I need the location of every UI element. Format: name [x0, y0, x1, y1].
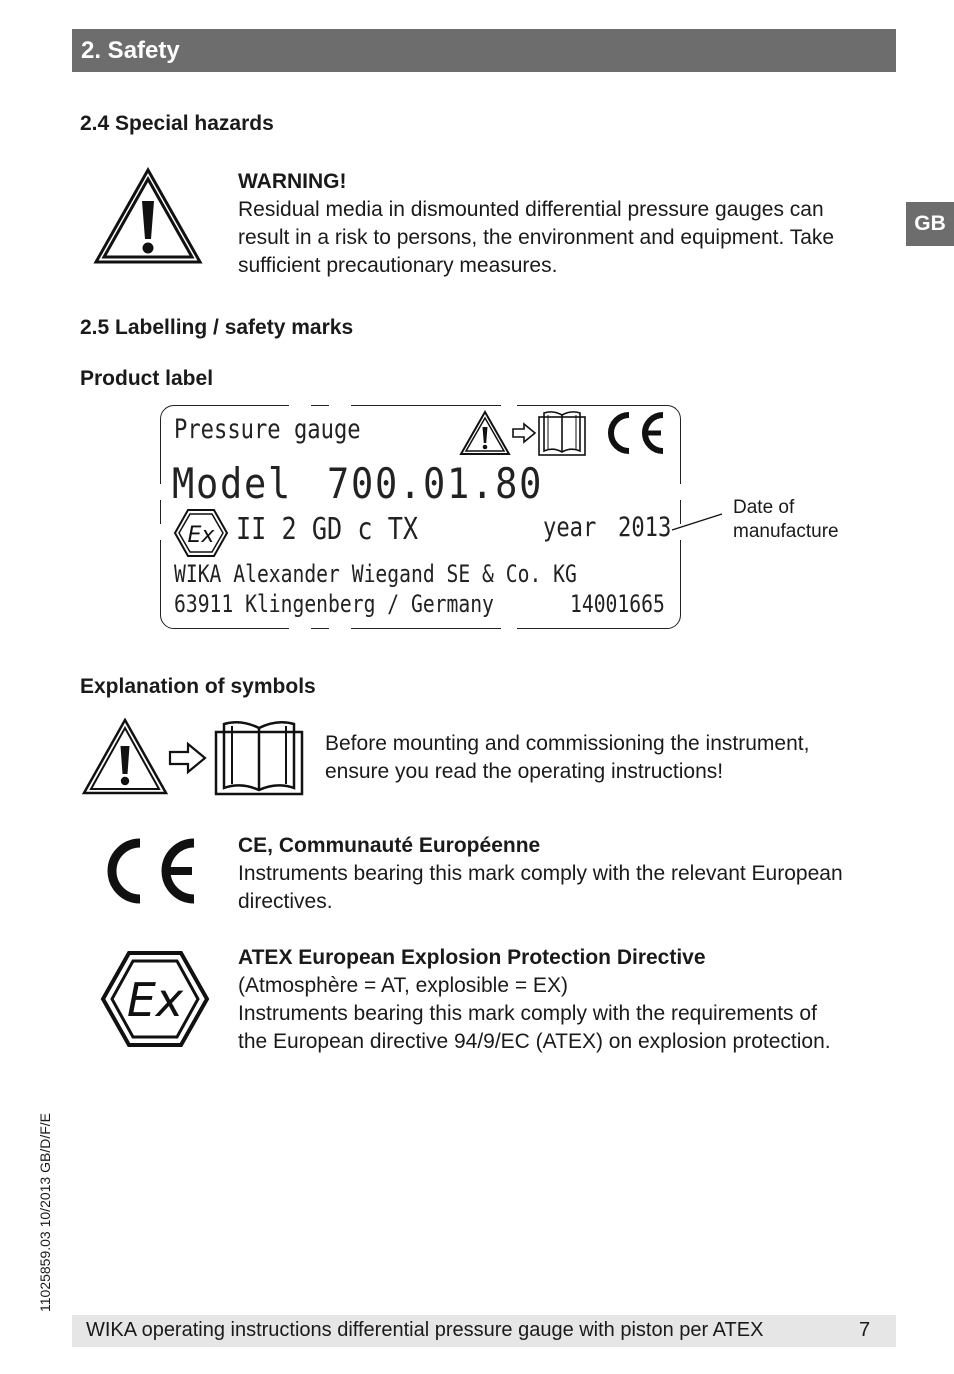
heading-product-label: Product label [80, 367, 214, 390]
atex-title: ATEX European Explosion Protection Directive [238, 946, 706, 969]
ce-title: CE, Communauté Européenne [238, 834, 541, 857]
heading-special-hazards: 2.4 Special hazards [80, 112, 274, 135]
symbol-ce-mark-icon [98, 835, 202, 907]
warning-line: result in a risk to persons, the environment and equipment. Take [238, 226, 835, 249]
warning-line: sufficient precautionary measures. [238, 254, 558, 277]
label-year-label: year [543, 512, 597, 543]
label-ex-mark-icon [173, 508, 229, 558]
label-product-name: Pressure gauge [174, 414, 361, 445]
language-tab: GB [906, 202, 954, 246]
label-atex-class: II 2 GD c TX [236, 512, 419, 547]
label-address: 63911 Klingenberg / Germany [174, 590, 494, 618]
page-number: 7 [859, 1319, 871, 1341]
label-serial-number: 14001665 [570, 590, 665, 618]
symbol-warning-icon [82, 718, 168, 796]
callout-leader-line [670, 510, 730, 534]
symbol-ex-mark-icon [100, 950, 210, 1048]
ce-description-line: directives. [238, 890, 333, 913]
symbol-ex-text: Ex [126, 973, 184, 1027]
warning-line: Residual media in dismounted differential pressure gauges can [238, 198, 824, 221]
warning-triangle-icon [93, 167, 203, 265]
section-title: 2. Safety [81, 37, 180, 64]
label-model-word: Model [172, 459, 293, 508]
ce-symbol-description [238, 832, 843, 916]
ce-description-line: Instruments bearing this mark comply with the relevant European [238, 862, 843, 885]
atex-symbol-description [238, 944, 831, 1056]
callout-date-of-manufacture [733, 496, 839, 544]
manual-symbol-description [325, 730, 809, 786]
atex-description-line: Instruments bearing this mark comply with the requirements of [238, 1002, 817, 1025]
document-code: 11025859.03 10/2013 GB/D/F/E [37, 1113, 53, 1312]
section-header-bar [72, 29, 896, 72]
label-manual-book-icon [538, 409, 586, 457]
label-ex-text: Ex [187, 523, 215, 548]
label-manufacturer: WIKA Alexander Wiegand SE & Co. KG [174, 560, 577, 588]
label-year-value: 2013 [618, 512, 672, 543]
label-warning-icon [459, 410, 511, 456]
symbol-manual-book-icon [214, 718, 304, 796]
atex-description-line: (Atmosphère = AT, explosible = EX) [238, 974, 568, 997]
warning-block [238, 168, 834, 280]
label-ce-mark-icon [601, 409, 669, 457]
footer-bar [72, 1315, 896, 1347]
callout-line: manufacture [733, 521, 839, 542]
footer-text: WIKA operating instructions differential pressure gauge with piston per ATEX [86, 1319, 764, 1341]
label-model-number: 700.01.80 [327, 459, 544, 508]
warning-title: WARNING! [238, 170, 347, 193]
heading-explanation-of-symbols: Explanation of symbols [80, 675, 316, 698]
symbol-arrow-icon [168, 741, 208, 775]
heading-labelling: 2.5 Labelling / safety marks [80, 316, 354, 339]
label-arrow-icon [511, 422, 537, 444]
atex-description-line: the European directive 94/9/EC (ATEX) on explosion protection. [238, 1030, 831, 1053]
manual-description-line: ensure you read the operating instructions! [325, 760, 724, 783]
manual-description-line: Before mounting and commissioning the instrument, [325, 732, 810, 755]
callout-line: Date of [733, 497, 795, 518]
